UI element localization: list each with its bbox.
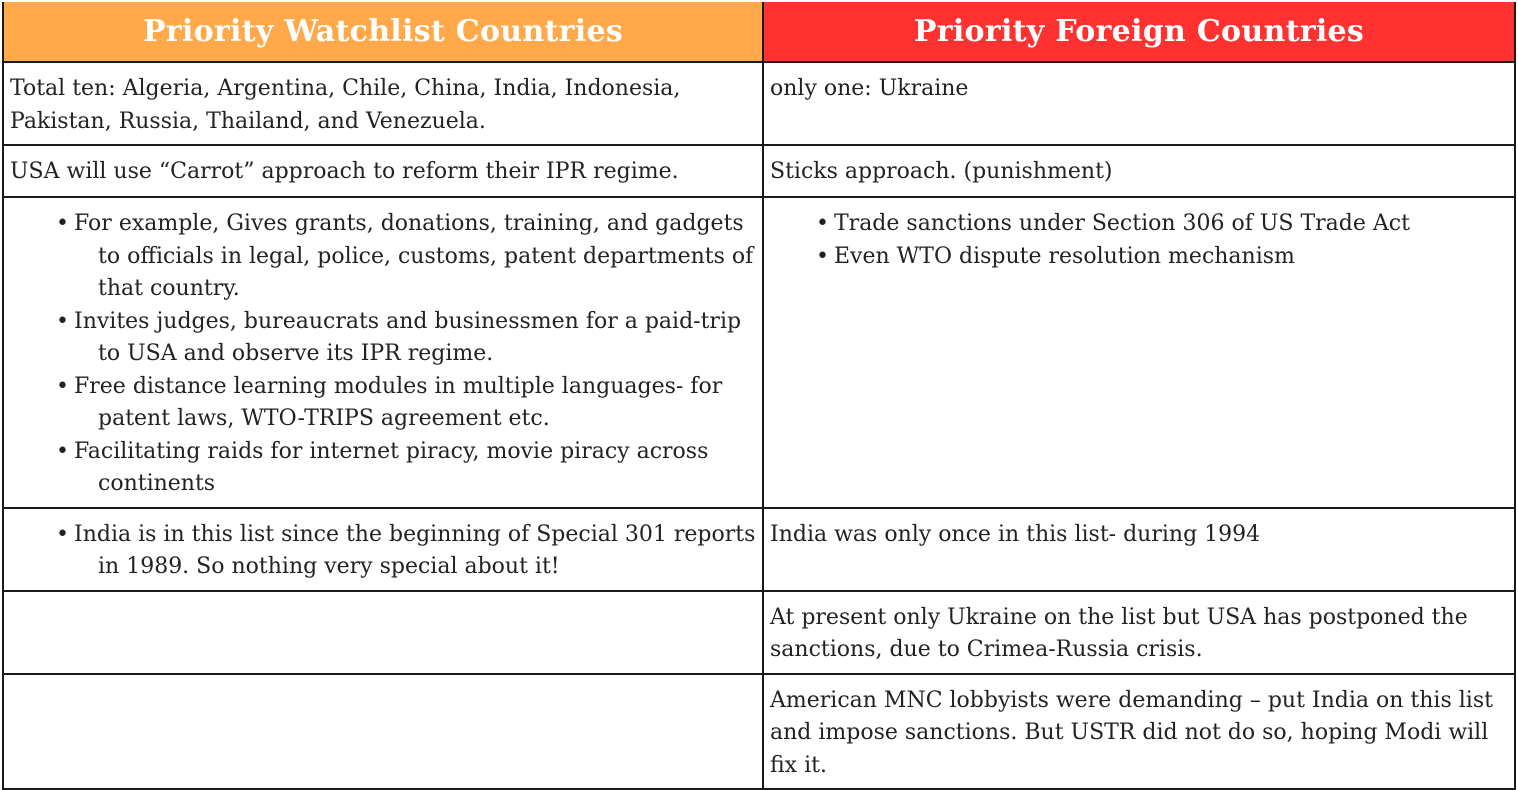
list-item: • Even WTO dispute resolution mechanism bbox=[798, 241, 1508, 274]
list-item: • Free distance learning modules in multiple languages- for patent laws, WTO-TRIPS agreement etc. bbox=[38, 371, 756, 436]
table-cell bbox=[3, 145, 763, 197]
list-item: • Trade sanctions under Section 306 of US Trade Act bbox=[798, 208, 1508, 241]
list-item: • India is in this list since the beginning of Special 301 reports in 1989. So nothing very special about it! bbox=[38, 519, 756, 584]
table-row bbox=[3, 197, 1515, 508]
cell-text: Sticks approach. (punishment) bbox=[770, 159, 1113, 184]
header-watchlist: Priority Watchlist Countries bbox=[3, 2, 763, 62]
table-cell-empty bbox=[3, 591, 763, 674]
table-cell bbox=[763, 62, 1515, 145]
table-cell bbox=[763, 145, 1515, 197]
table-row bbox=[3, 674, 1515, 790]
table-row bbox=[3, 508, 1515, 591]
cell-text: American MNC lobbyists were demanding – put India on this list and impose sanctions. But USTR did not do so, hoping Modi will fix it. bbox=[770, 687, 1493, 778]
cell-text: India was only once in this list- during 1994 bbox=[770, 521, 1261, 547]
bullet-icon: • bbox=[816, 211, 829, 236]
table-cell bbox=[763, 508, 1515, 591]
list-item: • For example, Gives grants, donations, training, and gadgets to officials in legal, police, customs, patent departments of that country. bbox=[38, 208, 756, 306]
header-row bbox=[3, 2, 1515, 62]
table-cell bbox=[3, 62, 763, 145]
table-row bbox=[3, 62, 1515, 145]
cell-text: Total ten: Algeria, Argentina, Chile, China, India, Indonesia, Pakistan, Russia, Thailand, and Venezuela. bbox=[10, 76, 681, 134]
bullet-icon: • bbox=[56, 308, 69, 334]
table-cell bbox=[3, 197, 763, 508]
table-row bbox=[3, 591, 1515, 674]
list-item: • Facilitating raids for internet piracy, movie piracy across continents bbox=[38, 436, 756, 501]
table-cell-empty bbox=[3, 674, 763, 790]
table-cell bbox=[3, 508, 763, 591]
table-cell bbox=[763, 674, 1515, 790]
cell-text: only one: Ukraine bbox=[770, 76, 969, 101]
cell-text: At present only Ukraine on the list but USA has postponed the sanctions, due to Crimea-Russia crisis. bbox=[770, 604, 1468, 662]
table-cell bbox=[763, 197, 1515, 508]
bullet-list bbox=[770, 208, 1508, 273]
bullet-list bbox=[10, 208, 756, 501]
comparison-table bbox=[2, 2, 1516, 790]
bullet-icon: • bbox=[56, 438, 69, 464]
table-row bbox=[3, 145, 1515, 197]
cell-text bbox=[4, 592, 762, 608]
cell-text: USA will use “Carrot” approach to reform their IPR regime. bbox=[10, 159, 679, 184]
bullet-icon: • bbox=[56, 373, 69, 399]
bullet-icon: • bbox=[56, 211, 69, 236]
bullet-icon: • bbox=[816, 243, 829, 269]
header-foreign: Priority Foreign Countries bbox=[763, 2, 1515, 62]
bullet-list bbox=[10, 519, 756, 584]
table-cell bbox=[763, 591, 1515, 674]
list-item: • Invites judges, bureaucrats and businessmen for a paid-trip to USA and observe its IPR regime. bbox=[38, 306, 756, 371]
cell-text bbox=[4, 675, 762, 691]
bullet-icon: • bbox=[56, 521, 69, 547]
